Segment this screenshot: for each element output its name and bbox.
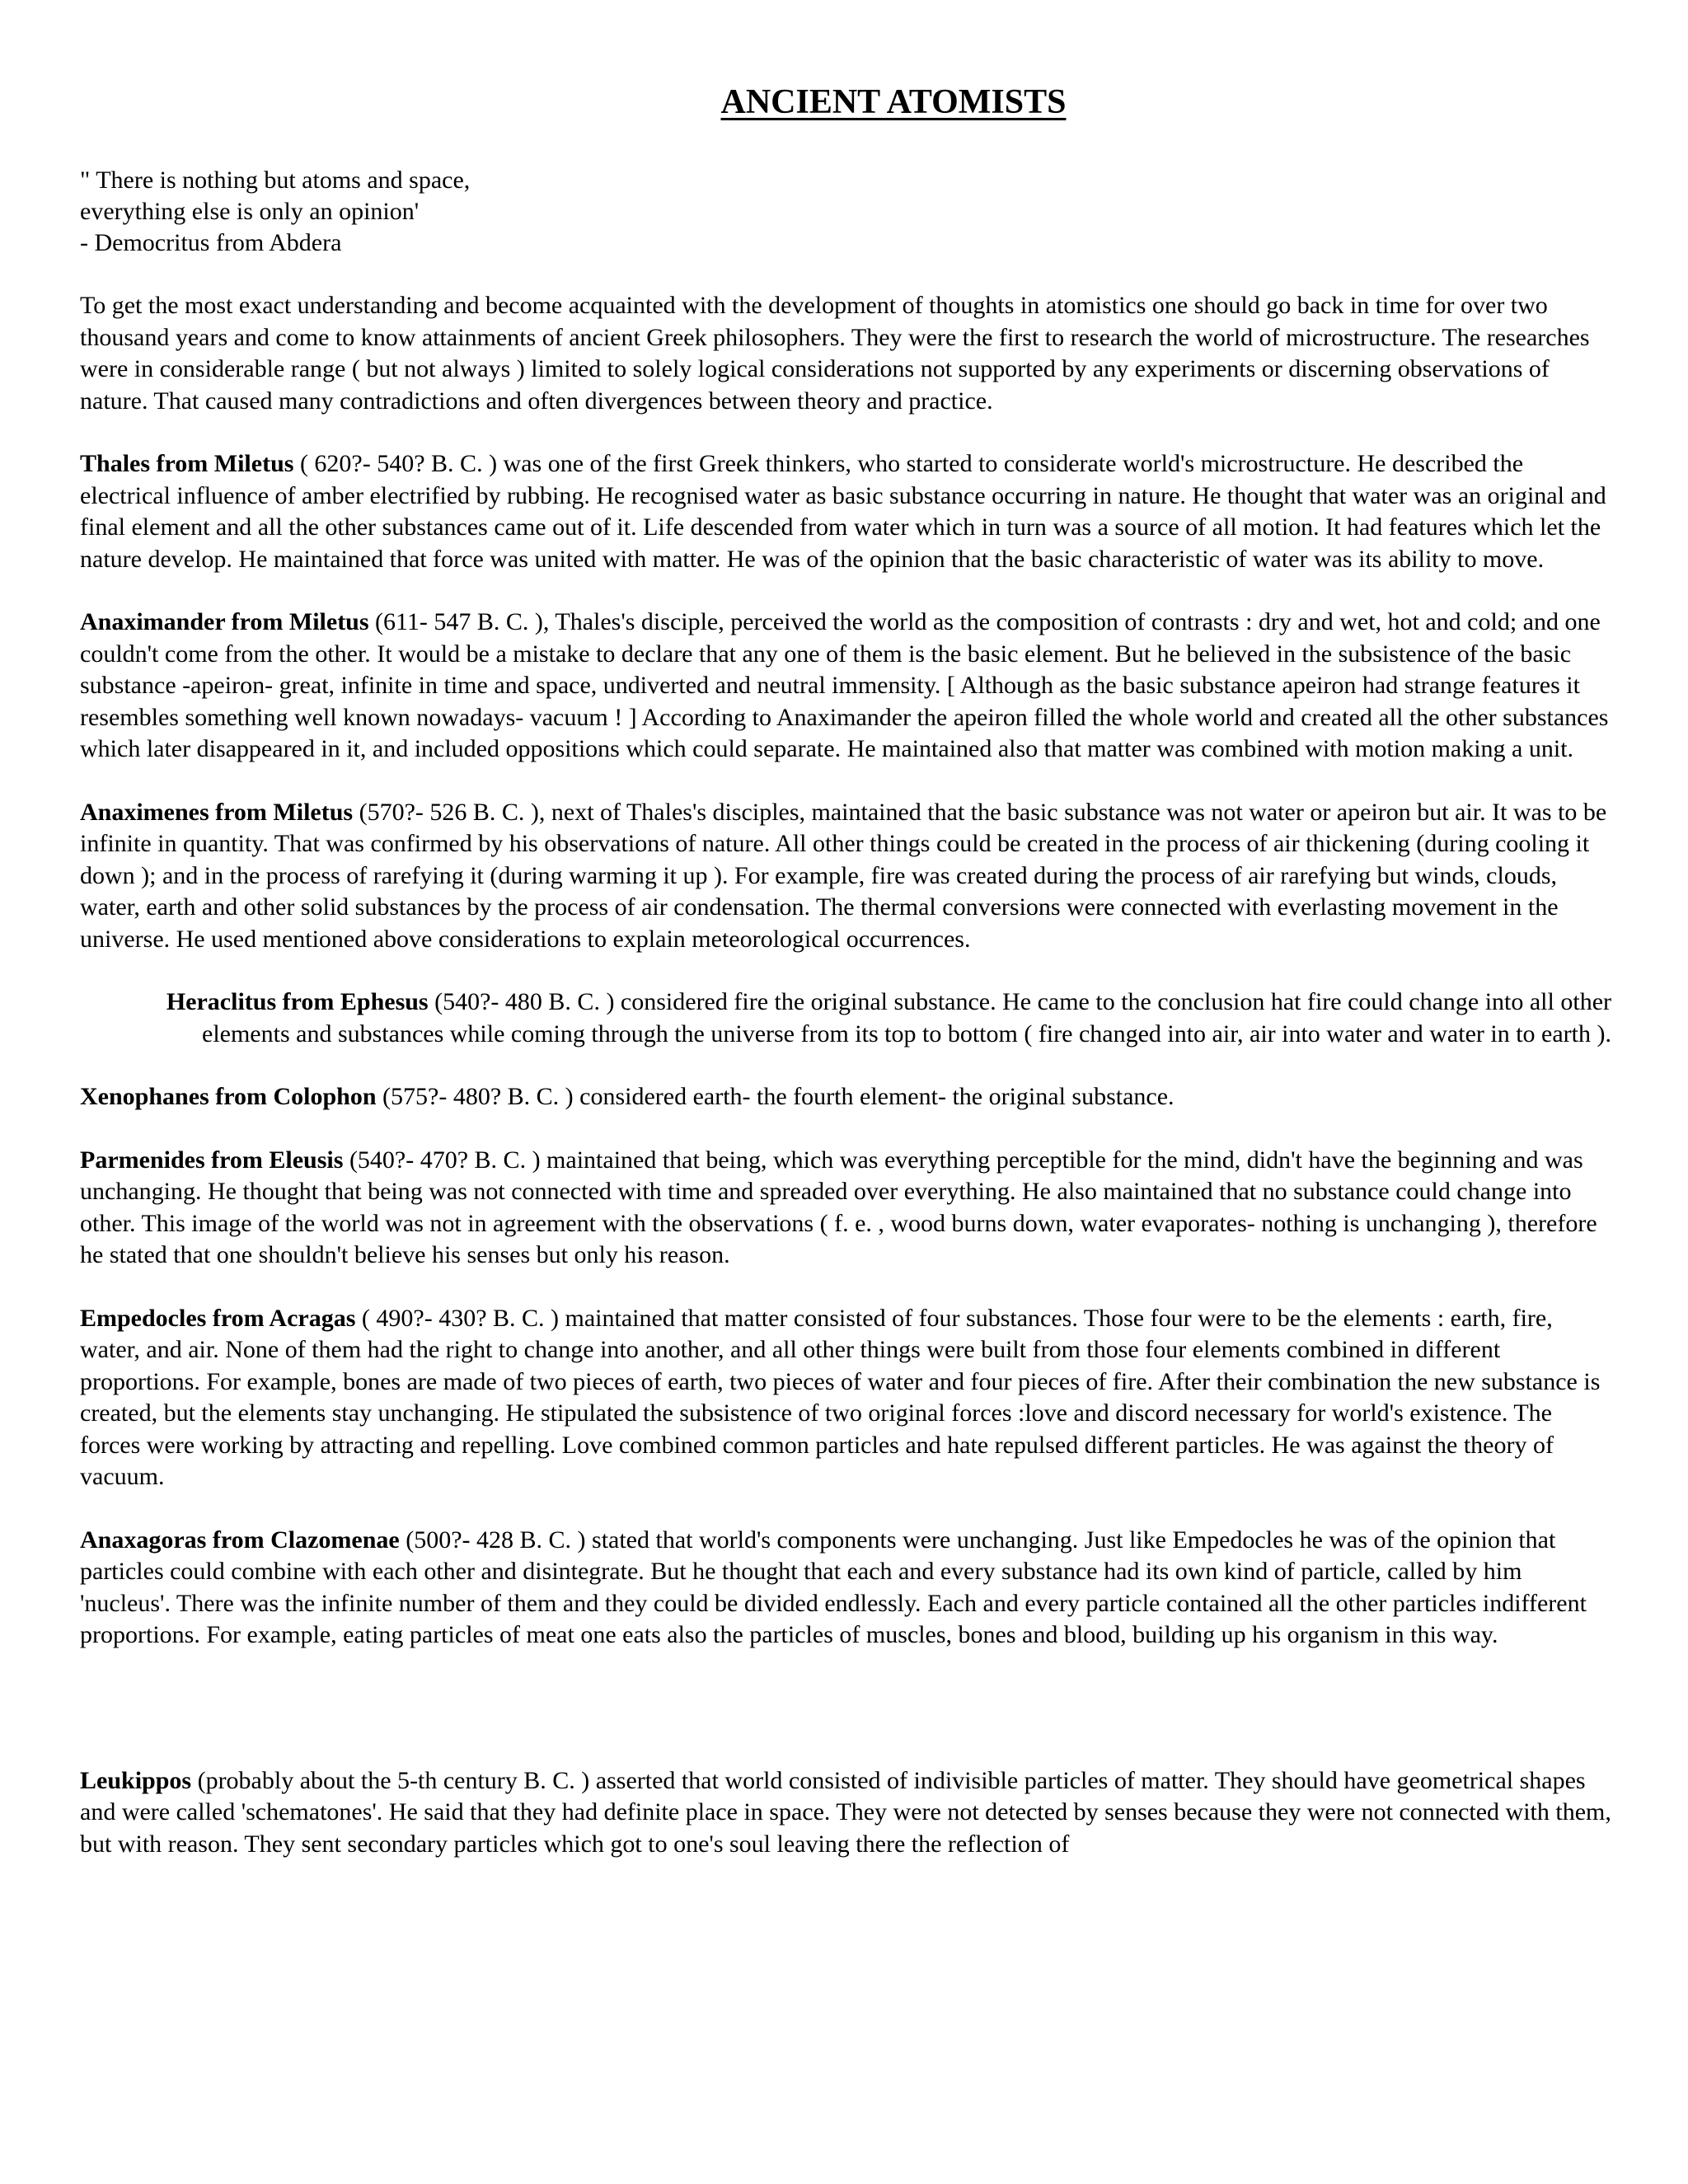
empedocles-text: ( 490?- 430? B. C. ) maintained that matter consisted of four substances. Those four were to be the elements : earth, fire, water, and air. None of them had the right to change into another, and all other things were built from those four elements combined in different proportions. For example, bones are made of two pieces of earth, two pieces of water and four pieces of fire. After their combination the new substance is created, but the elements stay unchanging. He stipulated the subsistence of two original forces :love and discord necessary for world's existence. The forces were working by attracting and repelling. Love combined common particles and hate repulsed different particles. He was against the theory of vacuum. [80, 1304, 1601, 1490]
parmenides-heading: Parmenides from Eleusis [80, 1146, 344, 1174]
document-page [80, 74, 1611, 1891]
empedocles-paragraph [80, 1303, 1611, 1493]
section-spacer [80, 1683, 1611, 1765]
xenophanes-heading: Xenophanes from Colophon [80, 1083, 377, 1110]
anaximenes-heading: Anaximenes from Miletus [80, 798, 354, 826]
parmenides-paragraph [80, 1145, 1611, 1272]
epigraph-quote [80, 165, 1611, 259]
intro-paragraph: To get the most exact understanding and become acquainted with the development of thoughts in atomistics one should go back in time for over two thousand years and come to know attainments of ancient Greek philosophers. They were the first to research the world of microstructure. The researches were in considerable range ( but not always ) limited to solely logical considerations not supported by any experiments or discerning observations of nature. That caused many contradictions and often divergences between theory and practice. [80, 292, 1590, 415]
thales-heading: Thales from Miletus [80, 450, 294, 477]
anaximander-heading: Anaximander from Miletus [80, 608, 369, 635]
quote-line-1: " There is nothing but atoms and space, [80, 166, 471, 194]
anaxagoras-heading: Anaxagoras from Clazomenae [80, 1526, 400, 1554]
parmenides-text: (540?- 470? B. C. ) maintained that being, which was everything perceptible for the mind, didn't have the beginning and was unchanging. He thought that being was not connected with time and spreaded over everything. He also maintained that no substance could change into other. This image of the world was not in agreement with the observations ( f. e. , wood burns down, water evaporates- nothing is unchanging ), therefore he stated that one shouldn't believe his senses but only his reason. [80, 1146, 1597, 1268]
xenophanes-paragraph [80, 1081, 1611, 1113]
quote-line-2: everything else is only an opinion' [80, 198, 420, 225]
leukippos-paragraph [80, 1765, 1611, 1861]
heraclitus-heading: Heraclitus from Ephesus [166, 988, 429, 1015]
heraclitus-text: (540?- 480 B. C. ) considered fire the original substance. He came to the conclusion hat fire could change into all other elements and substances while coming through the universe from its top to bottom ( fire changed into air, air into water and water in to earth ). [202, 988, 1611, 1047]
page-title: ANCIENT ATOMISTS [720, 83, 1067, 121]
thales-text: ( 620?- 540? B. C. ) was one of the first Greek thinkers, who started to considerate world's microstructure. He described the electrical influence of amber electrified by rubbing. He recognised water as basic substance occurring in nature. He thought that water was an original and final element and all the other substances came out of it. Life descended from water which in turn was a source of all motion. It had features which let the nature develop. He maintained that force was united with matter. He was of the opinion that the basic characteristic of water was its ability to move. [80, 450, 1606, 573]
leukippos-heading: Leukippos [80, 1766, 192, 1794]
anaximenes-text: (570?- 526 B. C. ), next of Thales's disciples, maintained that the basic substance was not water or apeiron but air. It was to be infinite in quantity. That was confirmed by his observations of nature. All other things could be created in the process of air thickening (during cooling it down ); and in the process of rarefying it (during warming it up ). For example, fire was created during the process of air rarefying but winds, clouds, water, earth and other solid substances by the process of air condensation. The thermal conversions were connected with everlasting movement in the universe. He used mentioned above considerations to explain meteorological occurrences. [80, 798, 1607, 953]
empedocles-heading: Empedocles from Acragas [80, 1304, 356, 1332]
quote-attribution: - Democritus from Abdera [80, 229, 342, 256]
heraclitus-paragraph [80, 987, 1611, 1050]
leukippos-text: (probably about the 5-th century B. C. ) asserted that world consisted of indivisible particles of matter. They should have geometrical shapes and were called 'schematones'. He said that they had definite place in space. They were not detected by senses because they were not connected with them, but with reason. They sent secondary particles which got to one's soul leaving there the reflection of [80, 1766, 1611, 1858]
anaximenes-paragraph [80, 797, 1611, 956]
anaxagoras-text: (500?- 428 B. C. ) stated that world's components were unchanging. Just like Empedocles he was of the opinion that particles could combine with each other and disintegrate. But he thought that each and every substance had its own kind of particle, called by him 'nucleus'. There was the infinite number of them and they could be divided endlessly. Each and every particle contained all the other particles indifferent proportions. For example, eating particles of meat one eats also the particles of muscles, bones and blood, building up his organism in this way. [80, 1526, 1587, 1648]
anaximander-paragraph [80, 607, 1611, 766]
anaxagoras-paragraph [80, 1525, 1611, 1652]
anaximander-text: (611- 547 B. C. ), Thales's disciple, perceived the world as the composition of contrasts : dry and wet, hot and cold; and one couldn't come from the other. It would be a mistake to declare that any one of them is the basic element. But he believed in the subsistence of the basic substance -apeiron- great, infinite in time and space, undiverted and neutral immensity. [ Although as the basic substance apeiron had strange features it resembles something well known nowadays- vacuum ! ] According to Anaximander the apeiron filled the whole world and created all the other substances which later disappeared in it, and included oppositions which could separate. He maintained also that matter was combined with motion making a unit. [80, 608, 1609, 762]
xenophanes-text: (575?- 480? B. C. ) considered earth- the fourth element- the original substance. [376, 1083, 1175, 1110]
thales-paragraph [80, 448, 1611, 575]
